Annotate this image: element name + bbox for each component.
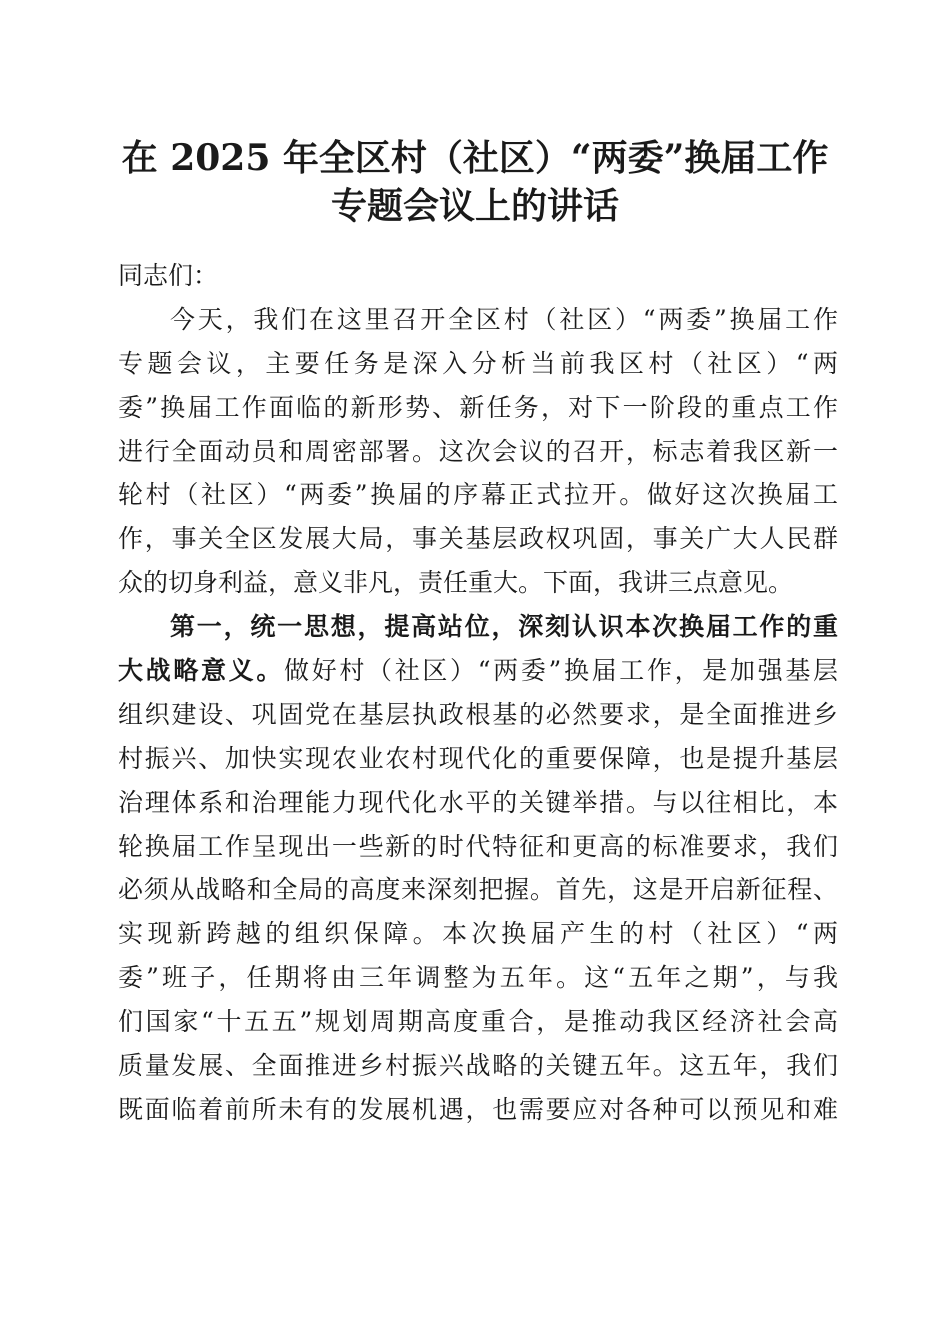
text-line: 组织建设、巩固党在基层执政根基的必然要求，是全面推进乡	[118, 699, 838, 729]
text-line: 今天，我们在这里召开全区村（社区）“两委”换届工作	[170, 304, 838, 334]
text-line: 专题会议，主要任务是深入分析当前我区村（社区）“两	[118, 348, 838, 378]
text-line: 质量发展、全面推进乡村振兴战略的关键五年。这五年，我们	[118, 1051, 838, 1081]
section-heading-line: 第一，统一思想，提高站位，深刻认识本次换届工作的重	[170, 612, 838, 642]
text-line: 轮换届工作呈现出一些新的时代特征和更高的标准要求，我们	[118, 831, 838, 861]
text-line: 进行全面动员和周密部署。这次会议的召开，标志着我区新一	[118, 436, 838, 466]
title-line-1: 在 2025 年全区村（社区）“两委”换届工作	[121, 137, 829, 179]
text-line: 既面临着前所未有的发展机遇，也需要应对各种可以预见和难	[118, 1094, 838, 1124]
text-line: 必须从战略和全局的高度来深刻把握。首先，这是开启新征程、	[118, 875, 838, 905]
text-line: 作，事关全区发展大局，事关基层政权巩固，事关广大人民群	[118, 524, 838, 554]
text-line	[118, 649, 838, 693]
text-line: 治理体系和治理能力现代化水平的关键举措。与以往相比，本	[118, 787, 838, 817]
text-line: 实现新跨越的组织保障。本次换届产生的村（社区）“两	[118, 919, 838, 949]
text-line: 委”班子，任期将由三年调整为五年。这“五年之期”，与我	[118, 963, 838, 993]
text-line: 委”换届工作面临的新形势、新任务，对下一阶段的重点工作	[118, 392, 838, 422]
document-title	[100, 134, 850, 230]
text-line: 众的切身利益，意义非凡，责任重大。下面，我讲三点意见。	[118, 568, 794, 598]
text-line-rest: 做好村（社区）“两委”换届工作，是加强基层	[284, 656, 838, 686]
salutation: 同志们：	[118, 261, 219, 290]
section-heading-end: 大战略意义。	[118, 656, 285, 686]
text-line: 轮村（社区）“两委”换届的序幕正式拉开。做好这次换届工	[118, 480, 838, 510]
text-line: 村振兴、加快实现农业农村现代化的重要保障，也是提升基层	[118, 743, 838, 773]
document-body	[118, 254, 838, 1132]
paragraph-1	[118, 298, 838, 605]
text-line: 们国家“十五五”规划周期高度重合，是推动我区经济社会高	[118, 1007, 838, 1037]
paragraph-2	[118, 605, 838, 1132]
title-line-2: 专题会议上的讲话	[330, 185, 619, 227]
